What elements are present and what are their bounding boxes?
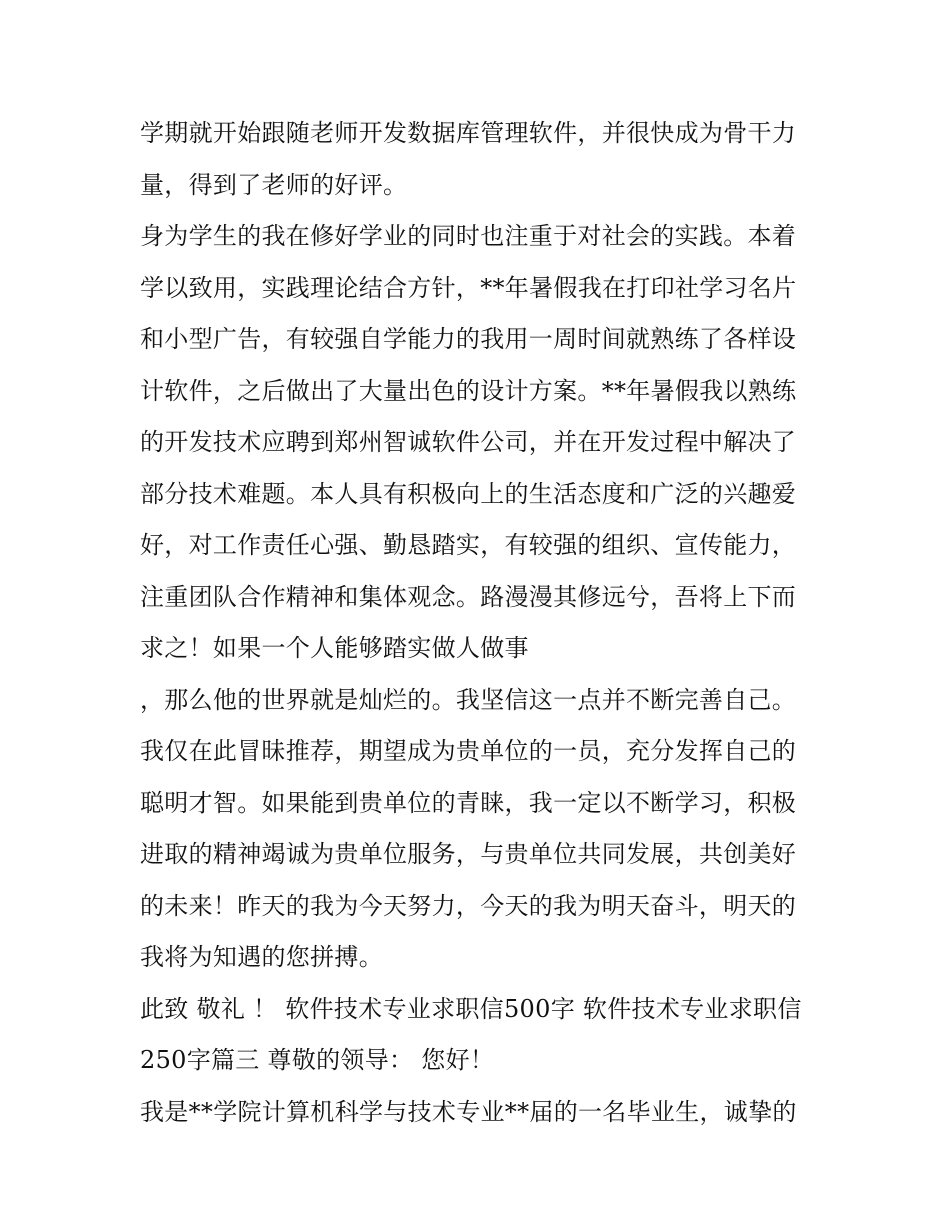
text-line: 部分技术难题。本人具有积极向上的生活态度和广泛的兴趣爱 xyxy=(140,479,797,508)
text-line: 此致 敬礼 ！ 软件技术专业求职信500字 软件技术专业求职信 xyxy=(140,994,802,1023)
text-line: 我是**学院计算机科学与技术专业**届的一名毕业生，诚挚的 xyxy=(140,1097,797,1126)
text-line: ，那么他的世界就是灿烂的。我坚信这一点并不断完善自己。 xyxy=(140,685,797,714)
text-line: 好，对工作责任心强、勤恳踏实，有较强的组织、宣传能力， xyxy=(140,531,797,559)
text-line: 学期就开始跟随老师开发数据库管理软件，并很快成为骨干力 xyxy=(140,119,797,147)
text-line: 我将为知遇的您拼搏。 xyxy=(140,943,383,971)
text-line: 计软件，之后做出了大量出色的设计方案。**年暑假我以熟练 xyxy=(140,376,797,405)
text-line: 我仅在此冒昧推荐，期望成为贵单位的一员，充分发挥自己的 xyxy=(140,737,797,765)
text-line: 250字篇三 尊敬的领导： 您好！ xyxy=(140,1046,495,1074)
document-body xyxy=(140,108,820,1138)
text-line: 进取的精神竭诚为贵单位服务，与贵单位共同发展，共创美好 xyxy=(140,840,797,868)
text-line: 身为学生的我在修好学业的同时也注重于对社会的实践。本着 xyxy=(140,222,797,250)
text-line: 学以致用，实践理论结合方针，**年暑假我在打印社学习名片 xyxy=(140,273,797,302)
text-line: 和小型广告，有较强自学能力的我用一周时间就熟练了各样设 xyxy=(140,325,797,353)
text-line: 聪明才智。如果能到贵单位的青睐，我一定以不断学习，积极 xyxy=(140,788,797,817)
text-line: 求之！如果一个人能够踏实做人做事 xyxy=(140,634,529,662)
text-line: 的开发技术应聘到郑州智诚软件公司，并在开发过程中解决了 xyxy=(140,428,797,456)
text-line: 的未来！昨天的我为今天努力，今天的我为明天奋斗，明天的 xyxy=(140,891,797,920)
text-line: 注重团队合作精神和集体观念。路漫漫其修远兮，吾将上下而 xyxy=(140,582,797,611)
text-line: 量，得到了老师的好评。 xyxy=(140,170,408,199)
